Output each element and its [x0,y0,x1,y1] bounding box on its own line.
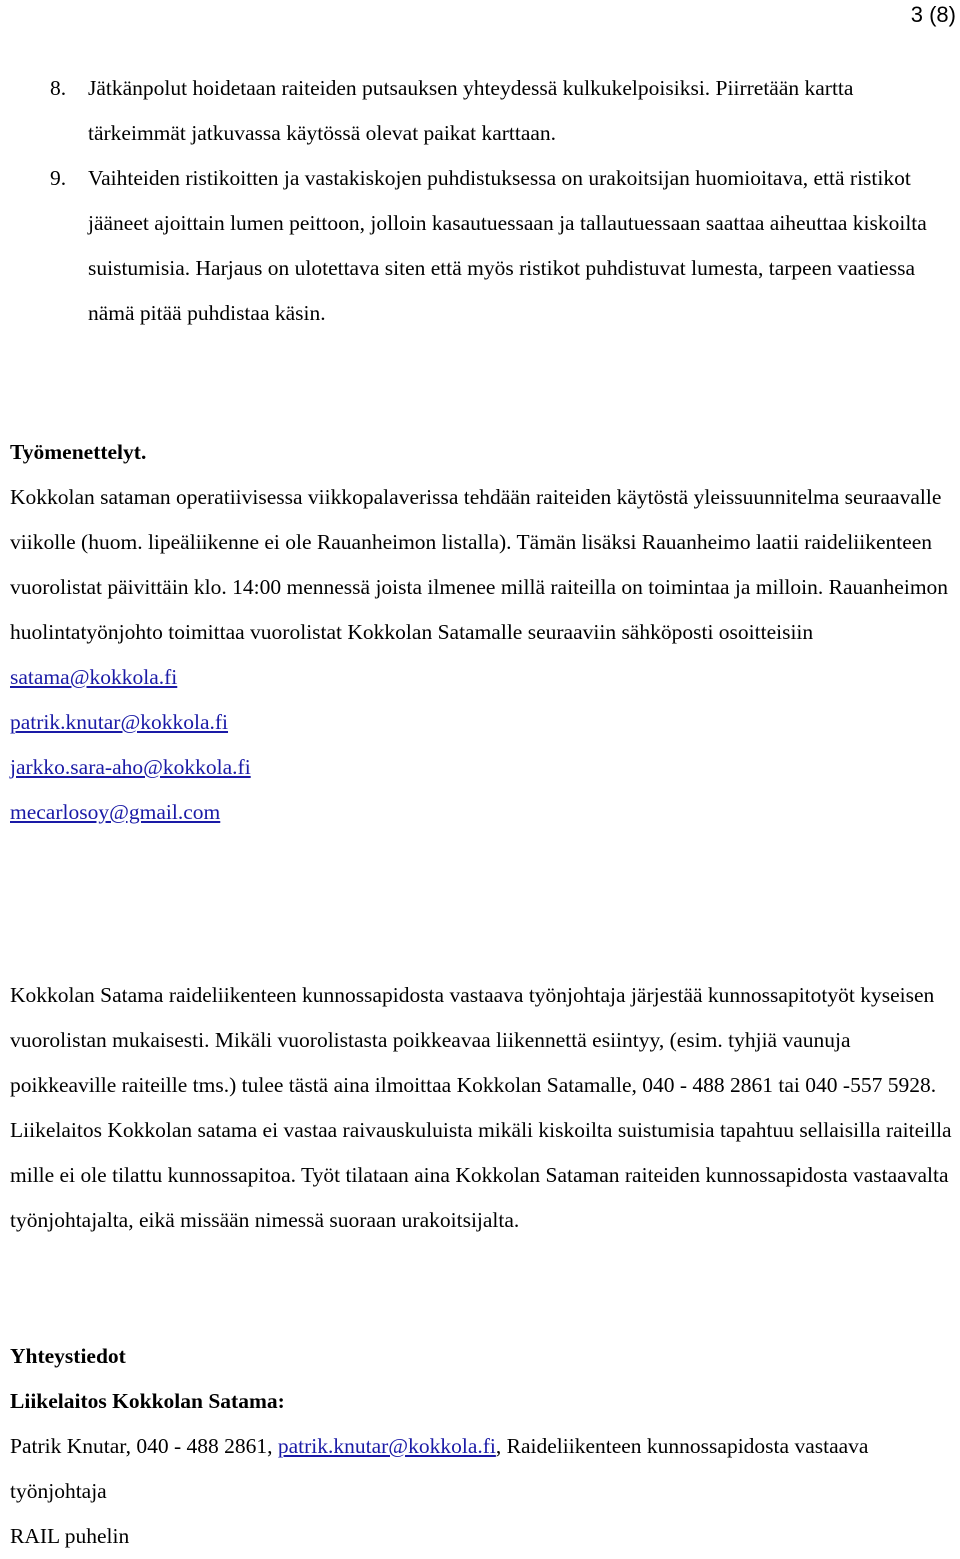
page-number: 3 (8) [910,2,956,27]
list-item [10,66,955,156]
list-item [10,156,955,336]
maintenance-paragraph: Kokkolan Satama raideliikenteen kunnossapidosta vastaava työnjohtaja järjestää kunnossapitotyöt kyseisen vuorolistan mukaisesti. Mikäli vuorolistasta poikkeavaa liikennettä esiintyy, (esim. tyhjiä vaunuja poikkeaville raiteille tms.) tulee tästä aina ilmoittaa Kokkolan Satamalle, 040 - 488 2861 tai 040 -557 5928. Liikelaitos Kokkolan satama ei vastaa raivauskuluista mikäli kiskoilta suistumisia tapahtuu sellaisilla raiteilla mille ei ole tilattu kunnossapitoa. Työt tilataan aina Kokkolan Sataman raiteiden kunnossapidosta vastaavalta työnjohtajalta, eikä missään nimessä suoraan urakoitsijalta. [10,983,952,1232]
list-item-text: Vaihteiden ristikoitten ja vastakiskojen puhdistuksessa on urakoitsijan huomioitava, että ristikot jääneet ajoittain lumen peittoon, jolloin kasautuessaan ja tallautuessaan saattaa aiheuttaa kiskoilta suistumisia. Harjaus on ulotettava siten että myös ristikot puhdistuvat lumesta, tarpeen vaatiessa nämä pitää puhdistaa käsin. [88,166,927,325]
contact-person-prefix: Patrik Knutar, 040 - 488 2861, [10,1434,278,1458]
list-item-number: 8. [50,76,67,100]
email-link-mecarlosoy[interactable]: mecarlosoy@gmail.com [10,800,221,824]
email-link-jarkko[interactable]: jarkko.sara-aho@kokkola.fi [10,755,251,779]
work-methods-section [10,430,955,835]
maintenance-section [10,973,955,1243]
contacts-org: Liikelaitos Kokkolan Satama: [10,1389,285,1413]
list-item-number: 9. [50,166,67,190]
list-item-text: Jätkänpolut hoidetaan raiteiden putsauksen yhteydessä kulkukelpoisiksi. Piirretään kartta tärkeimmät jatkuvassa käytössä olevat paikat karttaan. [88,76,854,145]
contacts-section [10,1334,955,1559]
rail-phone-label: RAIL puhelin [10,1524,130,1548]
work-methods-heading: Työmenettelyt. [10,440,147,464]
email-link-satama[interactable]: satama@kokkola.fi [10,665,178,689]
contact-person-email-link[interactable]: patrik.knutar@kokkola.fi [277,1434,496,1458]
contact-person [10,1424,955,1514]
contact-person-suffix: , Raideliikenteen kunnossapidosta vastaava työnjohtaja [10,1434,869,1503]
work-methods-paragraph: Kokkolan sataman operatiivisessa viikkopalaverissa tehdään raiteiden käytöstä yleissuunnitelma seuraavalle viikolle (huom. lipeäliikenne ei ole Rauanheimon listalla). Tämän lisäksi Rauanheimo laatii raideliikenteen vuorolistat päivittäin klo. 14:00 mennessä joista ilmenee millä raiteilla on toimintaa ja milloin. Rauanheimon huolintatyönjohto toimittaa vuorolistat Kokkolan Satamalle seuraaviin sähköposti osoitteisiin [10,485,949,644]
contacts-heading: Yhteystiedot [10,1344,126,1368]
instruction-list [10,66,955,336]
email-list [10,655,955,835]
email-link-patrik[interactable]: patrik.knutar@kokkola.fi [10,710,229,734]
